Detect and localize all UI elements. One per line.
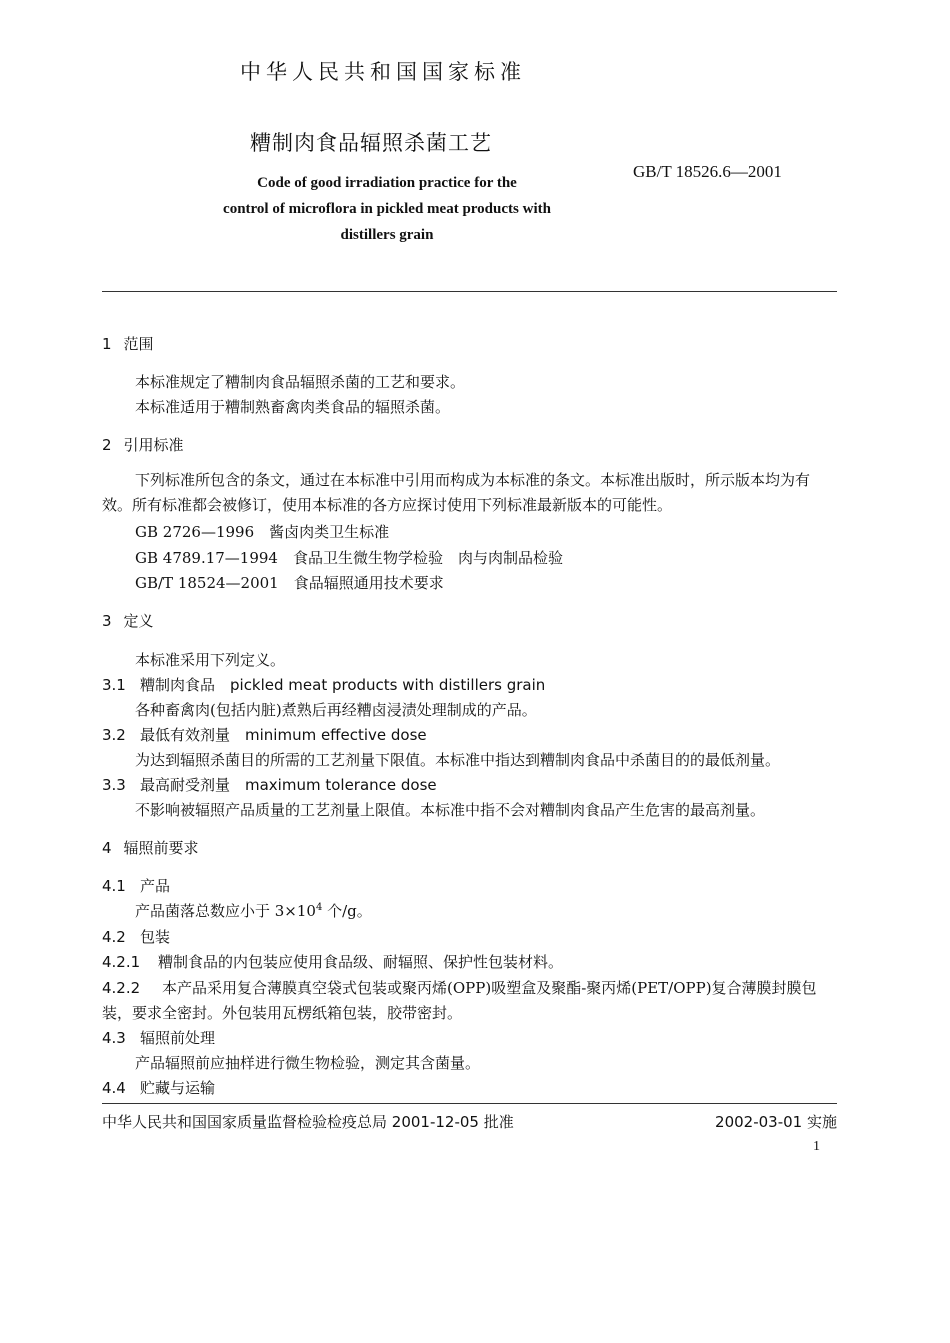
section-1-line1: 本标准规定了糟制肉食品辐照杀菌的工艺和要求。 — [135, 373, 466, 391]
section-2-paragraph: 下列标准所包含的条文，通过在本标准中引用而构成为本标准的条文。本标准出版时，所示版本均为有效。所有标准都会被修订，使用本标准的各方应探讨使用下列标准最新版本的可能性。 — [102, 471, 811, 514]
clause-number: 4.3 — [102, 1029, 126, 1047]
definition-3-2-text: 为达到辐照杀菌目的所需的工艺剂量下限值。本标准中指达到糟制肉食品中杀菌目的的最低剂量。 — [135, 751, 781, 769]
clause-4-2-heading — [102, 926, 170, 947]
definition-term: 最高耐受剂量 maximum tolerance dose — [140, 776, 437, 794]
clause-title: 贮藏与运输 — [140, 1079, 216, 1097]
clause-4-1-heading — [102, 875, 170, 896]
standard-title-en-line3: distillers grain — [340, 227, 434, 243]
definition-3-1-heading — [102, 674, 545, 695]
clause-text: 产品菌落总数应小于 3×10 — [135, 902, 316, 920]
clause-title: 包装 — [140, 928, 171, 946]
clause-number: 3.1 — [102, 676, 126, 694]
section-title: 定义 — [123, 612, 154, 630]
section-number: 3 — [102, 612, 112, 630]
section-title: 辐照前要求 — [123, 839, 199, 857]
section-number: 1 — [102, 335, 112, 353]
reference-item: GB 4789.17—1994 食品卫生微生物学检验 肉与肉制品检验 — [135, 549, 563, 567]
clause-title: 产品 — [140, 877, 171, 895]
footer-divider — [102, 1103, 837, 1104]
section-3-intro: 本标准采用下列定义。 — [135, 651, 286, 669]
section-2-heading — [102, 434, 184, 455]
clause-number: 3.2 — [102, 726, 126, 744]
national-standard-heading: 中华人民共和国国家标准 — [240, 60, 526, 84]
definition-3-2-heading — [102, 724, 427, 745]
clause-title: 辐照前处理 — [140, 1029, 216, 1047]
clause-4-1-text — [135, 900, 372, 921]
definition-3-1-text: 各种畜禽肉(包括内脏)煮熟后再经糟卤浸渍处理制成的产品。 — [135, 701, 537, 719]
clause-number: 4.1 — [102, 877, 126, 895]
header-divider — [102, 291, 837, 292]
section-title: 引用标准 — [123, 436, 184, 454]
reference-item: GB/T 18524—2001 食品辐照通用技术要求 — [135, 574, 444, 592]
approval-statement: 中华人民共和国国家质量监督检验检疫总局 2001-12-05 批准 — [102, 1113, 514, 1131]
clause-number: 4.2 — [102, 928, 126, 946]
standard-title-en-line2: control of microflora in pickled meat products with — [223, 201, 551, 217]
definition-term: 最低有效剂量 minimum effective dose — [140, 726, 427, 744]
page-number: 1 — [813, 1139, 820, 1154]
effective-date: 2002-03-01 实施 — [715, 1113, 837, 1131]
clause-number: 4.2.2 — [102, 979, 141, 997]
standard-title-cn: 糟制肉食品辐照杀菌工艺 — [250, 131, 492, 155]
reference-item: GB 2726—1996 酱卤肉类卫生标准 — [135, 523, 390, 541]
clause-number: 4.4 — [102, 1079, 126, 1097]
exponent: 4 — [315, 902, 323, 913]
section-number: 2 — [102, 436, 112, 454]
section-3-heading — [102, 610, 154, 631]
section-4-heading — [102, 837, 199, 858]
clause-text: 本产品采用复合薄膜真空袋式包装或聚丙烯(OPP)吸塑盒及聚酯-聚丙烯(PET/OPP)复合薄膜封膜包装，要求全密封。外包装用瓦楞纸箱包装，胶带密封。 — [102, 979, 817, 1022]
section-number: 4 — [102, 839, 112, 857]
clause-number: 4.2.1 — [102, 953, 141, 971]
clause-number: 3.3 — [102, 776, 126, 794]
definition-3-3-heading — [102, 774, 437, 795]
clause-4-3-text: 产品辐照前应抽样进行微生物检验，测定其含菌量。 — [135, 1054, 481, 1072]
definition-term: 糟制肉食品 pickled meat products with distillers grain — [140, 676, 546, 694]
section-1-line2: 本标准适用于糟制熟畜禽肉类食品的辐照杀菌。 — [135, 398, 451, 416]
definition-3-3-text: 不影响被辐照产品质量的工艺剂量上限值。本标准中指不会对糟制肉食品产生危害的最高剂量。 — [135, 801, 766, 819]
clause-4-4-heading — [102, 1077, 215, 1098]
section-1-heading — [102, 333, 154, 354]
clause-text: 糟制食品的内包装应使用食品级、耐辐照、保护性包装材料。 — [158, 953, 564, 971]
section-title: 范围 — [123, 335, 154, 353]
standard-code: GB/T 18526.6—2001 — [633, 162, 782, 181]
clause-4-2-2 — [102, 976, 837, 1026]
clause-text-unit: 个/g。 — [322, 902, 372, 920]
clause-4-2-1 — [102, 951, 563, 972]
standard-title-en-line1: Code of good irradiation practice for the — [257, 175, 517, 191]
clause-4-3-heading — [102, 1027, 215, 1048]
